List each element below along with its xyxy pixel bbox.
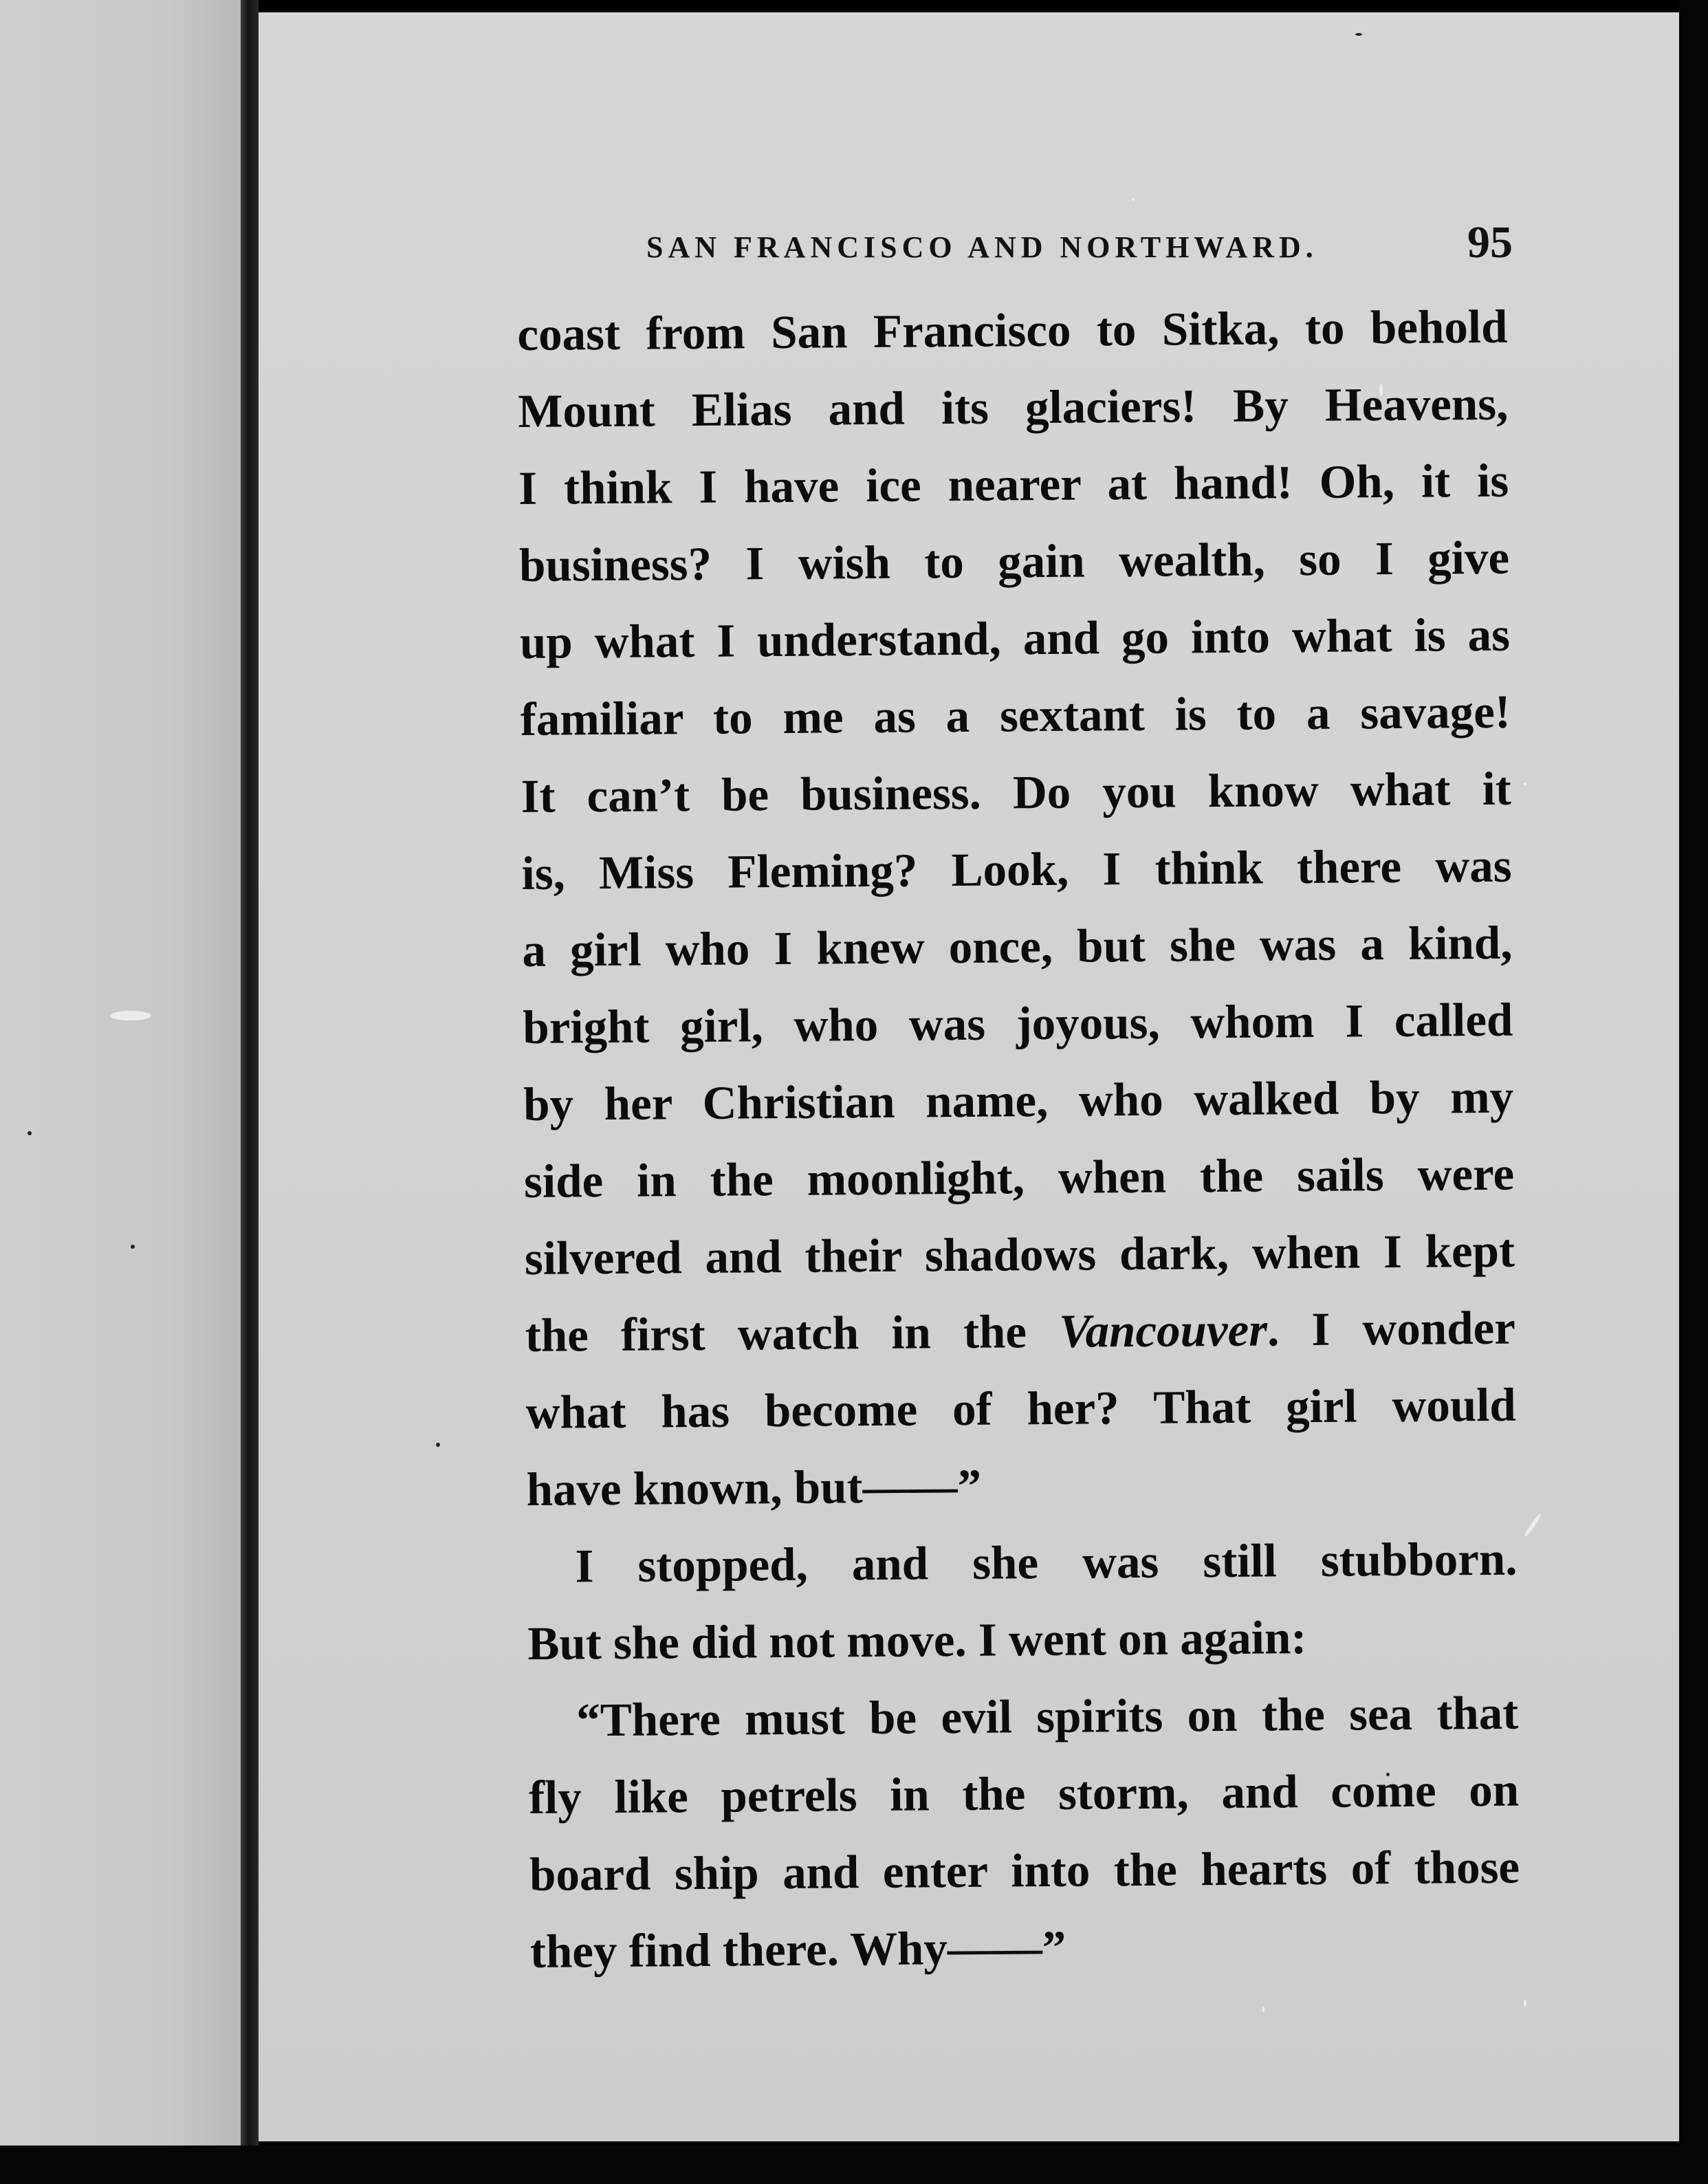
text-line: a girl who I knew once, but she was a kind, <box>522 916 1513 976</box>
text-line: bright girl, who was joyous, whom I called <box>523 993 1513 1053</box>
text-line: is, Miss Fleming? Look, I think there was <box>521 839 1512 899</box>
book-gutter <box>241 0 259 2145</box>
text-line: I think I have ice nearer at hand! Oh, it is <box>518 454 1509 514</box>
text-segment: the first watch in the <box>525 1304 1060 1362</box>
running-head <box>646 217 1513 265</box>
text-line: by her Christian name, who walked by my <box>523 1070 1514 1131</box>
paper-speck <box>1132 198 1135 201</box>
text-line: business? I wish to gain wealth, so I give <box>518 531 1510 591</box>
page-number: 95 <box>1467 217 1513 267</box>
text-line: side in the moonlight, when the sails were <box>523 1147 1515 1208</box>
text-line: It can’t be business. Do you know what it <box>521 762 1511 822</box>
ink-dot <box>28 1131 32 1135</box>
scan-border-bottom <box>0 2145 1708 2184</box>
text-line: board ship and enter into the hearts of those <box>529 1840 1520 1901</box>
ink-dot <box>436 1443 440 1447</box>
text-line: coast from San Francisco to Sitka, to behold <box>517 300 1508 360</box>
paragraph-start-line: “There must be evil spirits on the sea that <box>576 1686 1519 1747</box>
paragraph-start-line: I stopped, and she was still stubborn. <box>575 1532 1518 1593</box>
text-line: what has become of her? That girl would <box>525 1378 1517 1439</box>
paper-speck <box>1524 2000 1526 2007</box>
paper-speck <box>1524 783 1526 785</box>
text-line: familiar to me as a sextant is to a savage! <box>520 685 1511 745</box>
left-page-margin <box>0 0 241 2145</box>
text-line: up what I understand, and go into what is as <box>519 608 1511 668</box>
text-line: Mount Elias and its glaciers! By Heavens, <box>518 377 1509 437</box>
text-line-with-italic <box>525 1289 1515 1374</box>
paragraph-end-line: have known, but——” <box>526 1459 982 1516</box>
paper-speck <box>1262 2007 1264 2012</box>
text-line: fly like petrels in the storm, and come on <box>528 1763 1520 1824</box>
paragraph-end-line: But she did not move. I went on again: <box>527 1611 1307 1670</box>
paper-speck <box>110 1011 151 1020</box>
ink-dot <box>1355 33 1362 36</box>
paragraph-end-line: they find there. Why——” <box>529 1921 1066 1978</box>
paper-speck <box>1523 1513 1542 1538</box>
body-text <box>517 288 1520 1990</box>
text-segment: . I wonder <box>1267 1301 1516 1356</box>
text-line: silvered and their shadows dark, when I kept <box>524 1224 1515 1285</box>
ink-dot <box>131 1245 135 1249</box>
scan-border-right <box>1679 0 1708 2184</box>
ship-name-italic: Vancouver <box>1058 1303 1268 1357</box>
running-title: SAN FRANCISCO AND NORTHWARD. <box>646 230 1318 264</box>
